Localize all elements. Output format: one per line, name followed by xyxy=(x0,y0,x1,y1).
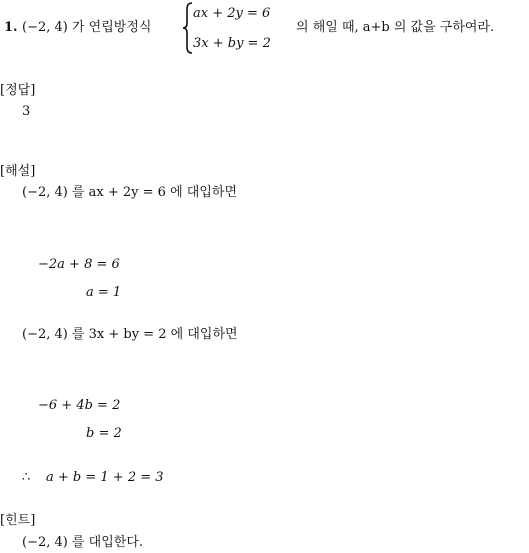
answer-value: 3 xyxy=(22,104,31,119)
solution-step-2a: −6 + 4b = 2 xyxy=(38,398,121,413)
solution-line-2: (−2, 4) 를 3x + by = 2 에 대입하면 xyxy=(22,327,238,342)
equation-2: 3x + by = 2 xyxy=(193,36,271,51)
equation-1: ax + 2y = 6 xyxy=(193,6,271,21)
solution-step-1a: −2a + 8 = 6 xyxy=(38,257,120,272)
problem-tail: 의 해일 때, a+b 의 값을 구하여라. xyxy=(296,20,495,35)
hint-heading: [힌트] xyxy=(0,513,36,528)
problem-number: 1. xyxy=(4,20,18,35)
solution-heading: [해설] xyxy=(0,164,36,179)
solution-step-1b: a = 1 xyxy=(86,285,122,300)
solution-step-2b: b = 2 xyxy=(86,426,122,441)
hint-text: (−2, 4) 를 대입한다. xyxy=(22,535,144,550)
problem-lead: (−2, 4) 가 연립방정식 xyxy=(22,20,152,35)
solution-line-1: (−2, 4) 를 ax + 2y = 6 에 대입하면 xyxy=(22,185,238,200)
answer-heading: [정답] xyxy=(0,83,36,98)
therefore-symbol: ∴ xyxy=(22,470,31,485)
solution-conclusion: a + b = 1 + 2 = 3 xyxy=(46,470,164,485)
system-brace xyxy=(183,2,193,54)
